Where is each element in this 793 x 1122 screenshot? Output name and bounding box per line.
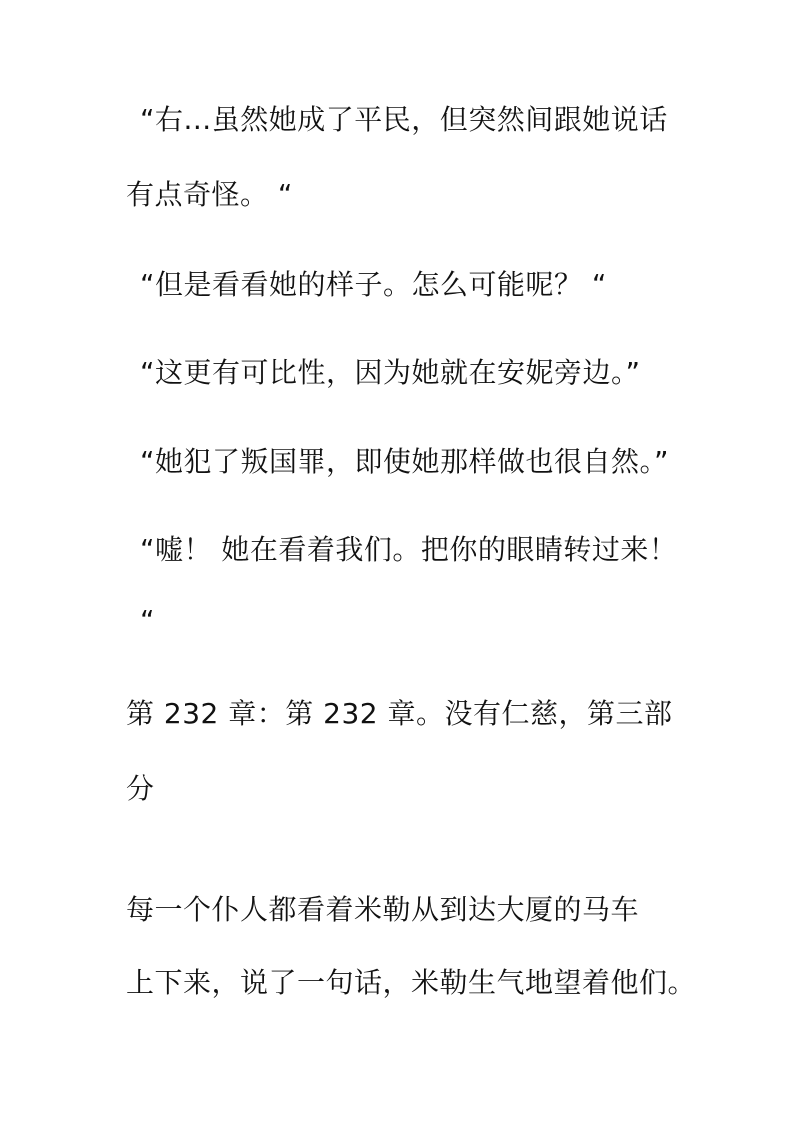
text-line-8: 每一个仆人都看着米勒从到达大厦的马车 (126, 893, 640, 926)
text-line-1: “右...虽然她成了平民，但突然间跟她说话 (140, 103, 668, 136)
text-line-2: 有点奇怪。 “ (126, 178, 293, 211)
text-line-4: “这更有可比性，因为她就在安妮旁边。” (140, 356, 641, 389)
text-line-5: “她犯了叛国罪，即使她那样做也很自然。” (140, 445, 670, 478)
text-line-9: 上下来，说了一句话，米勒生气地望着他们。 (126, 966, 697, 999)
chapter-heading-line-2: 分 (126, 772, 155, 805)
chapter-heading-line-1: 第 232 章：第 232 章。没有仁慈，第三部 (126, 697, 673, 730)
text-line-6: “嘘！ 她在看着我们。把你的眼睛转过来！ (140, 533, 678, 566)
text-line-3: “但是看看她的样子。怎么可能呢？ “ (140, 268, 607, 301)
text-line-7: “ (140, 604, 156, 637)
